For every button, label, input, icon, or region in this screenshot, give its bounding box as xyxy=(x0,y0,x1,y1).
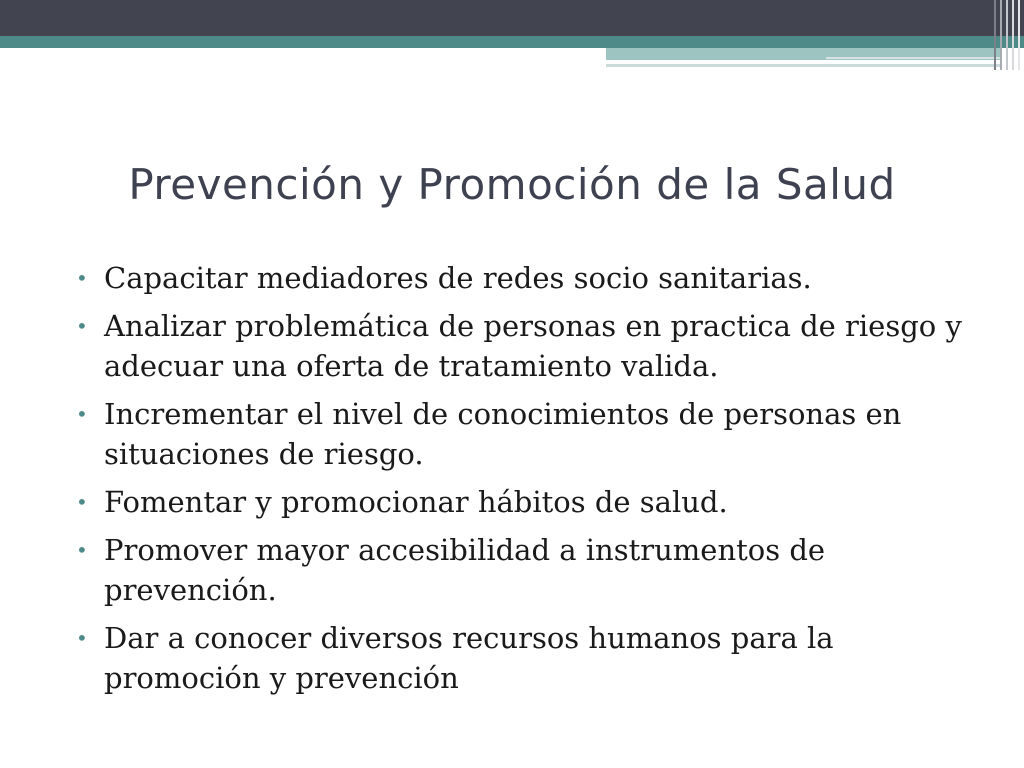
bullet-icon: • xyxy=(76,626,88,650)
bullet-item xyxy=(76,530,976,610)
bullet-text: Incrementar el nivel de conocimientos de personas en situaciones de riesgo. xyxy=(104,397,902,471)
header-vertical-stripe xyxy=(1018,0,1020,70)
header-vertical-stripe xyxy=(1006,0,1008,70)
header-accent-line xyxy=(606,64,1001,67)
header-vertical-stripe xyxy=(1012,0,1014,70)
bullet-text: Fomentar y promocionar hábitos de salud. xyxy=(104,485,728,519)
bullet-text: Dar a conocer diversos recursos humanos para la promoción y prevención xyxy=(104,621,834,695)
header-vertical-stripe xyxy=(994,0,996,70)
bullet-text: Promover mayor accesibilidad a instrumentos de prevención. xyxy=(104,533,826,607)
bullet-item xyxy=(76,482,976,522)
header-accent-line xyxy=(826,57,1001,59)
header-band-teal xyxy=(0,36,1024,48)
bullet-list xyxy=(76,258,976,706)
bullet-icon: • xyxy=(76,314,88,338)
bullet-icon: • xyxy=(76,266,88,290)
bullet-item xyxy=(76,618,976,698)
bullet-item xyxy=(76,258,976,298)
bullet-icon: • xyxy=(76,490,88,514)
bullet-icon: • xyxy=(76,402,88,426)
bullet-icon: • xyxy=(76,538,88,562)
header-band-dark xyxy=(0,0,1024,36)
bullet-text: Capacitar mediadores de redes socio sanitarias. xyxy=(104,261,812,295)
bullet-text: Analizar problemática de personas en practica de riesgo y adecuar una oferta de tratamiento valida. xyxy=(104,309,962,383)
slide-title: Prevención y Promoción de la Salud xyxy=(128,160,896,209)
bullet-item xyxy=(76,306,976,386)
header-vertical-stripe xyxy=(1000,0,1002,70)
bullet-item xyxy=(76,394,976,474)
